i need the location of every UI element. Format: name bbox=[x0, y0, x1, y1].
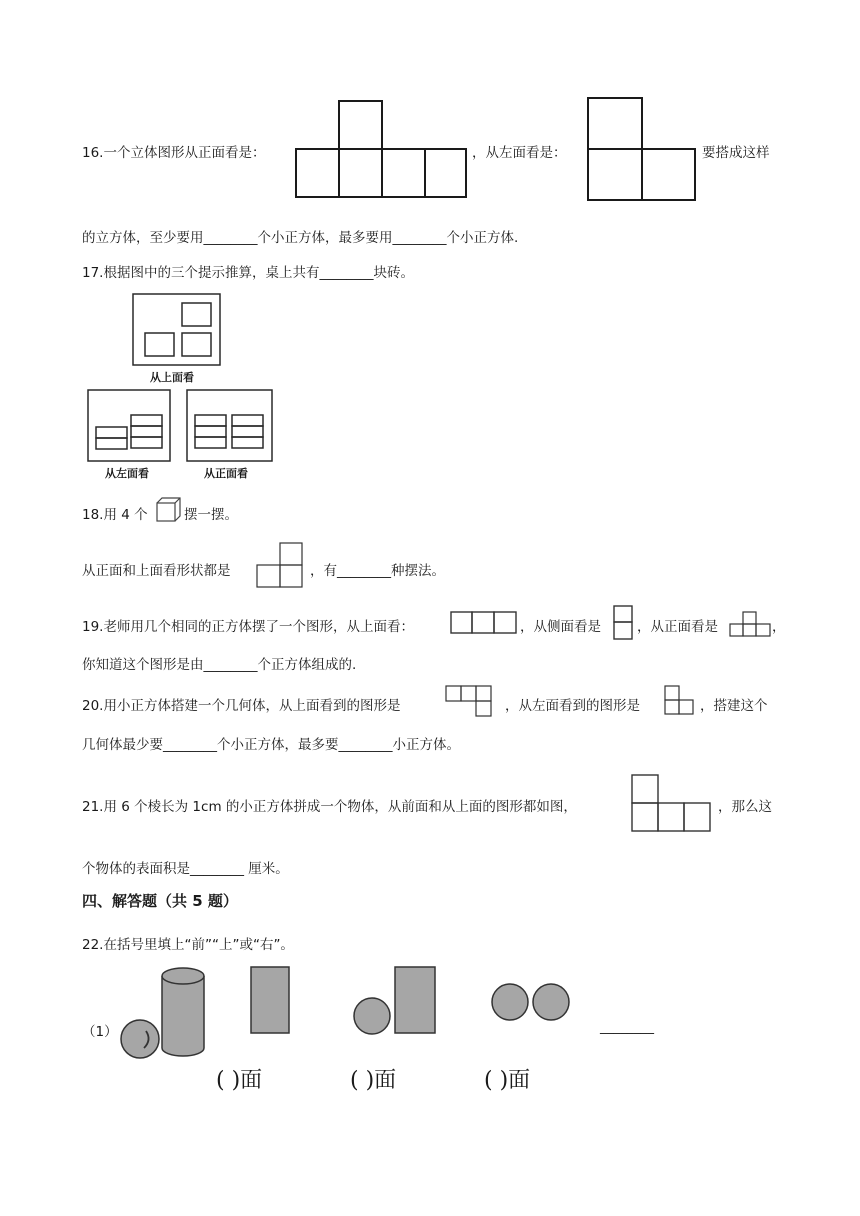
q17-left-view-label: 从左面看 bbox=[105, 467, 149, 480]
q20-text-part1: 20.用小正方体搭建一个几何体，从上面看到的图形是 bbox=[82, 698, 401, 714]
q21-shape-figure bbox=[631, 774, 713, 834]
q22-view-circle-rectangle bbox=[352, 966, 438, 1038]
q20-left-view-figure bbox=[664, 685, 696, 717]
q22-sub-label: （1） bbox=[82, 1024, 118, 1040]
q21-text-part2: ，那么这 bbox=[718, 799, 772, 815]
q22-text: 22.在括号里填上“前”“上”或“右”。 bbox=[82, 937, 294, 953]
q22-view-two-circles bbox=[490, 982, 574, 1024]
q19-text-line2: 你知道这个图形是由________个正方体组成的. bbox=[82, 657, 357, 673]
q20-text-line2: 几何体最少要________个小正方体，最多要________小正方体。 bbox=[82, 737, 460, 753]
q22-blank-3[interactable]: ( )面 bbox=[484, 1068, 531, 1093]
q20-text-part3: ，搭建这个 bbox=[700, 698, 768, 714]
q19-text-part2: ，从侧面看是 bbox=[520, 619, 601, 635]
cube-icon bbox=[156, 497, 182, 523]
q17-text: 17.根据图中的三个提示推算，桌上共有________块砖。 bbox=[82, 265, 414, 281]
q18-line2-a: 从正面和上面看形状都是 bbox=[82, 563, 231, 579]
q19-text-part3: ，从正面看是 bbox=[637, 619, 718, 635]
q19-side-view-figure bbox=[613, 605, 635, 641]
q21-text-line2: 个物体的表面积是________ 厘米。 bbox=[82, 861, 289, 877]
q18-shape-figure bbox=[256, 542, 304, 590]
q22-blank-1[interactable]: ( )面 bbox=[216, 1068, 263, 1093]
q18-line1-b: 摆一摆。 bbox=[184, 507, 238, 523]
q17-top-view-figure bbox=[132, 293, 222, 367]
q16-front-view-figure bbox=[295, 100, 467, 200]
q18-line1-a: 18.用 4 个 bbox=[82, 507, 148, 523]
q16-text-part2: ，从左面看是： bbox=[472, 145, 567, 161]
q18-line2-b: ，有________种摆法。 bbox=[310, 563, 445, 579]
q22-blank-2[interactable]: ( )面 bbox=[350, 1068, 397, 1093]
q19-front-view-figure bbox=[728, 611, 774, 637]
q17-front-view-figure bbox=[186, 389, 274, 463]
section-title: 四、解答题（共 5 题） bbox=[82, 892, 238, 910]
q22-answer-blank[interactable]: ________ bbox=[600, 1019, 654, 1035]
q16-text-part1: 16.一个立体图形从正面看是： bbox=[82, 145, 266, 161]
q22-view-rectangle bbox=[250, 966, 292, 1036]
q19-top-view-figure bbox=[450, 611, 518, 635]
q21-text-part1: 21.用 6 个棱长为 1cm 的小正方体拼成一个物体，从前面和从上面的图形都如图， bbox=[82, 799, 577, 815]
q19-text-part1: 19.老师用几个相同的正方体摆了一个图形，从上面看： bbox=[82, 619, 414, 635]
q17-top-view-label: 从上面看 bbox=[150, 371, 194, 384]
q20-top-view-figure bbox=[444, 684, 494, 718]
q22-objects-figure bbox=[118, 962, 204, 1064]
q16-left-view-figure bbox=[587, 97, 697, 202]
q16-text-part3: 要搭成这样 bbox=[702, 145, 770, 161]
q19-text-part4: ， bbox=[772, 619, 786, 635]
q17-front-view-label: 从正面看 bbox=[204, 467, 248, 480]
q16-text-line2: 的立方体，至少要用________个小正方体，最多要用________个小正方体. bbox=[82, 230, 519, 246]
q17-left-view-figure bbox=[87, 389, 172, 463]
q20-text-part2: ，从左面看到的图形是 bbox=[505, 698, 640, 714]
